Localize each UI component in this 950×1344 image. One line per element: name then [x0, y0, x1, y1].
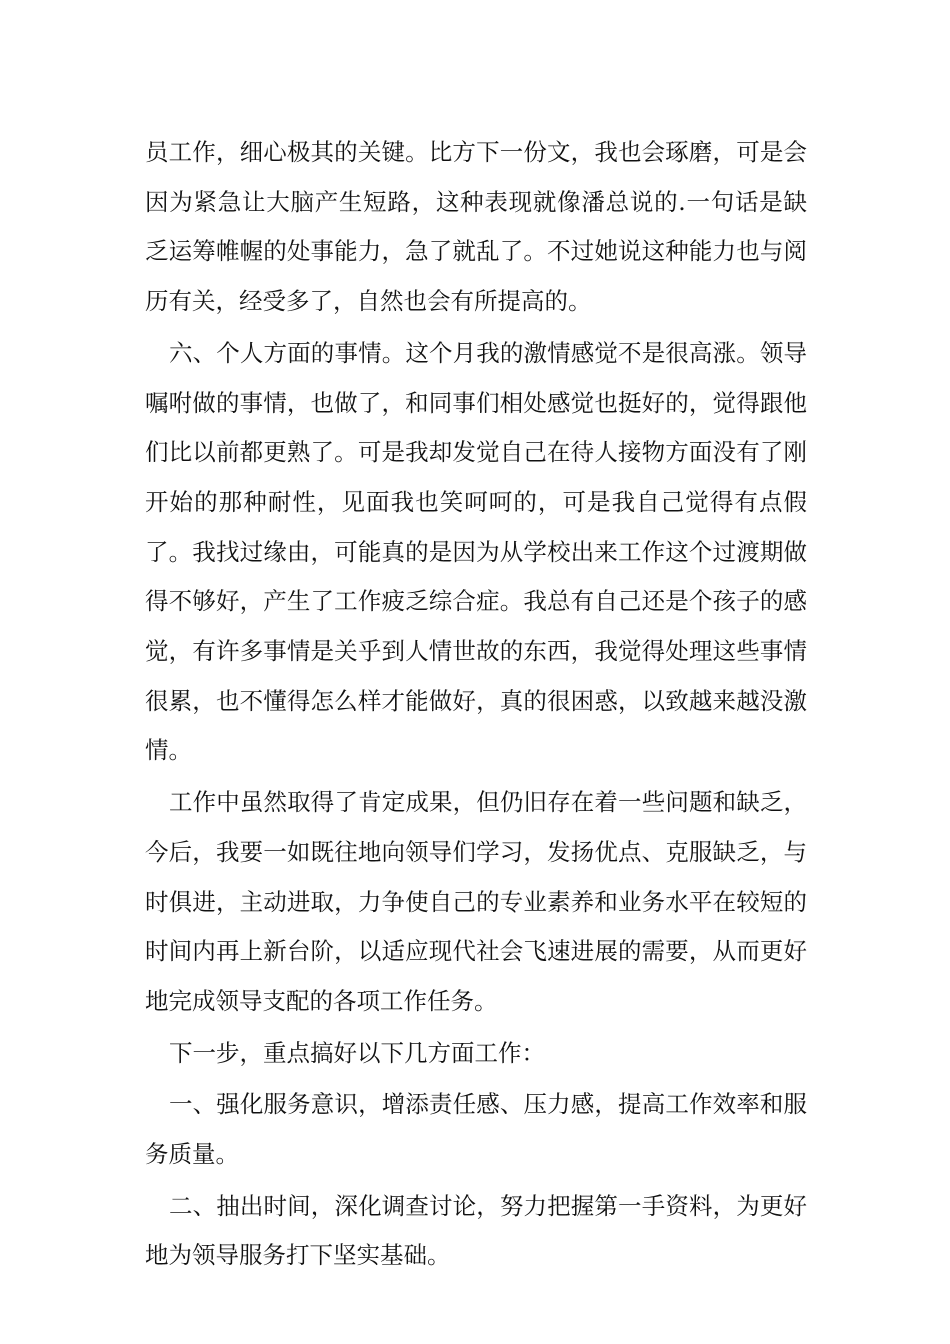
document-body	[145, 128, 807, 1283]
paragraph-continuation: 员工作，细心极其的关键。比方下一份文，我也会琢磨，可是会因为紧急让大脑产生短路，这种表现就像潘总说的.一句话是缺乏运筹帷幄的处事能力，急了就乱了。不过她说这种能力也与阅历有关，经受多了，自然也会有所提高的。	[145, 138, 807, 316]
paragraph-next-steps-heading: 下一步，重点搞好以下几方面工作：	[169, 1038, 545, 1067]
paragraph-personal-matters: 六、个人方面的事情。这个月我的激情感觉不是很高涨。领导嘱咐做的事情，也做了，和同事们相处感觉也挺好的，觉得跟他们比以前都更熟了。可是我却发觉自己在待人接物方面没有了刚开始的那种耐性，见面我也笑呵呵的，可是我自己觉得有点假了。我找过缘由，可能真的是因为从学校出来工作这个过渡期做得不够好，产生了工作疲乏综合症。我总有自己还是个孩子的感觉，有许多事情是关乎到人情世故的东西，我觉得处理这些事情很累，也不懂得怎么样才能做好，真的很困惑，以致越来越没激情。	[145, 338, 807, 765]
paragraph-item-two: 二、抽出时间，深化调查讨论，努力把握第一手资料，为更好地为领导服务打下坚实基础。	[145, 1191, 807, 1270]
paragraph-item-one: 一、强化服务意识，增添责任感、压力感，提高工作效率和服务质量。	[145, 1090, 807, 1169]
paragraph-summary: 工作中虽然取得了肯定成果，但仍旧存在着一些问题和缺乏，今后，我要一如既往地向领导们学习，发扬优点、克服缺乏，与时俱进，主动进取，力争使自己的专业素养和业务水平在较短的时间内再上新台阶，以适应现代社会飞速进展的需要，从而更好地完成领导支配的各项工作任务。	[145, 788, 807, 1015]
